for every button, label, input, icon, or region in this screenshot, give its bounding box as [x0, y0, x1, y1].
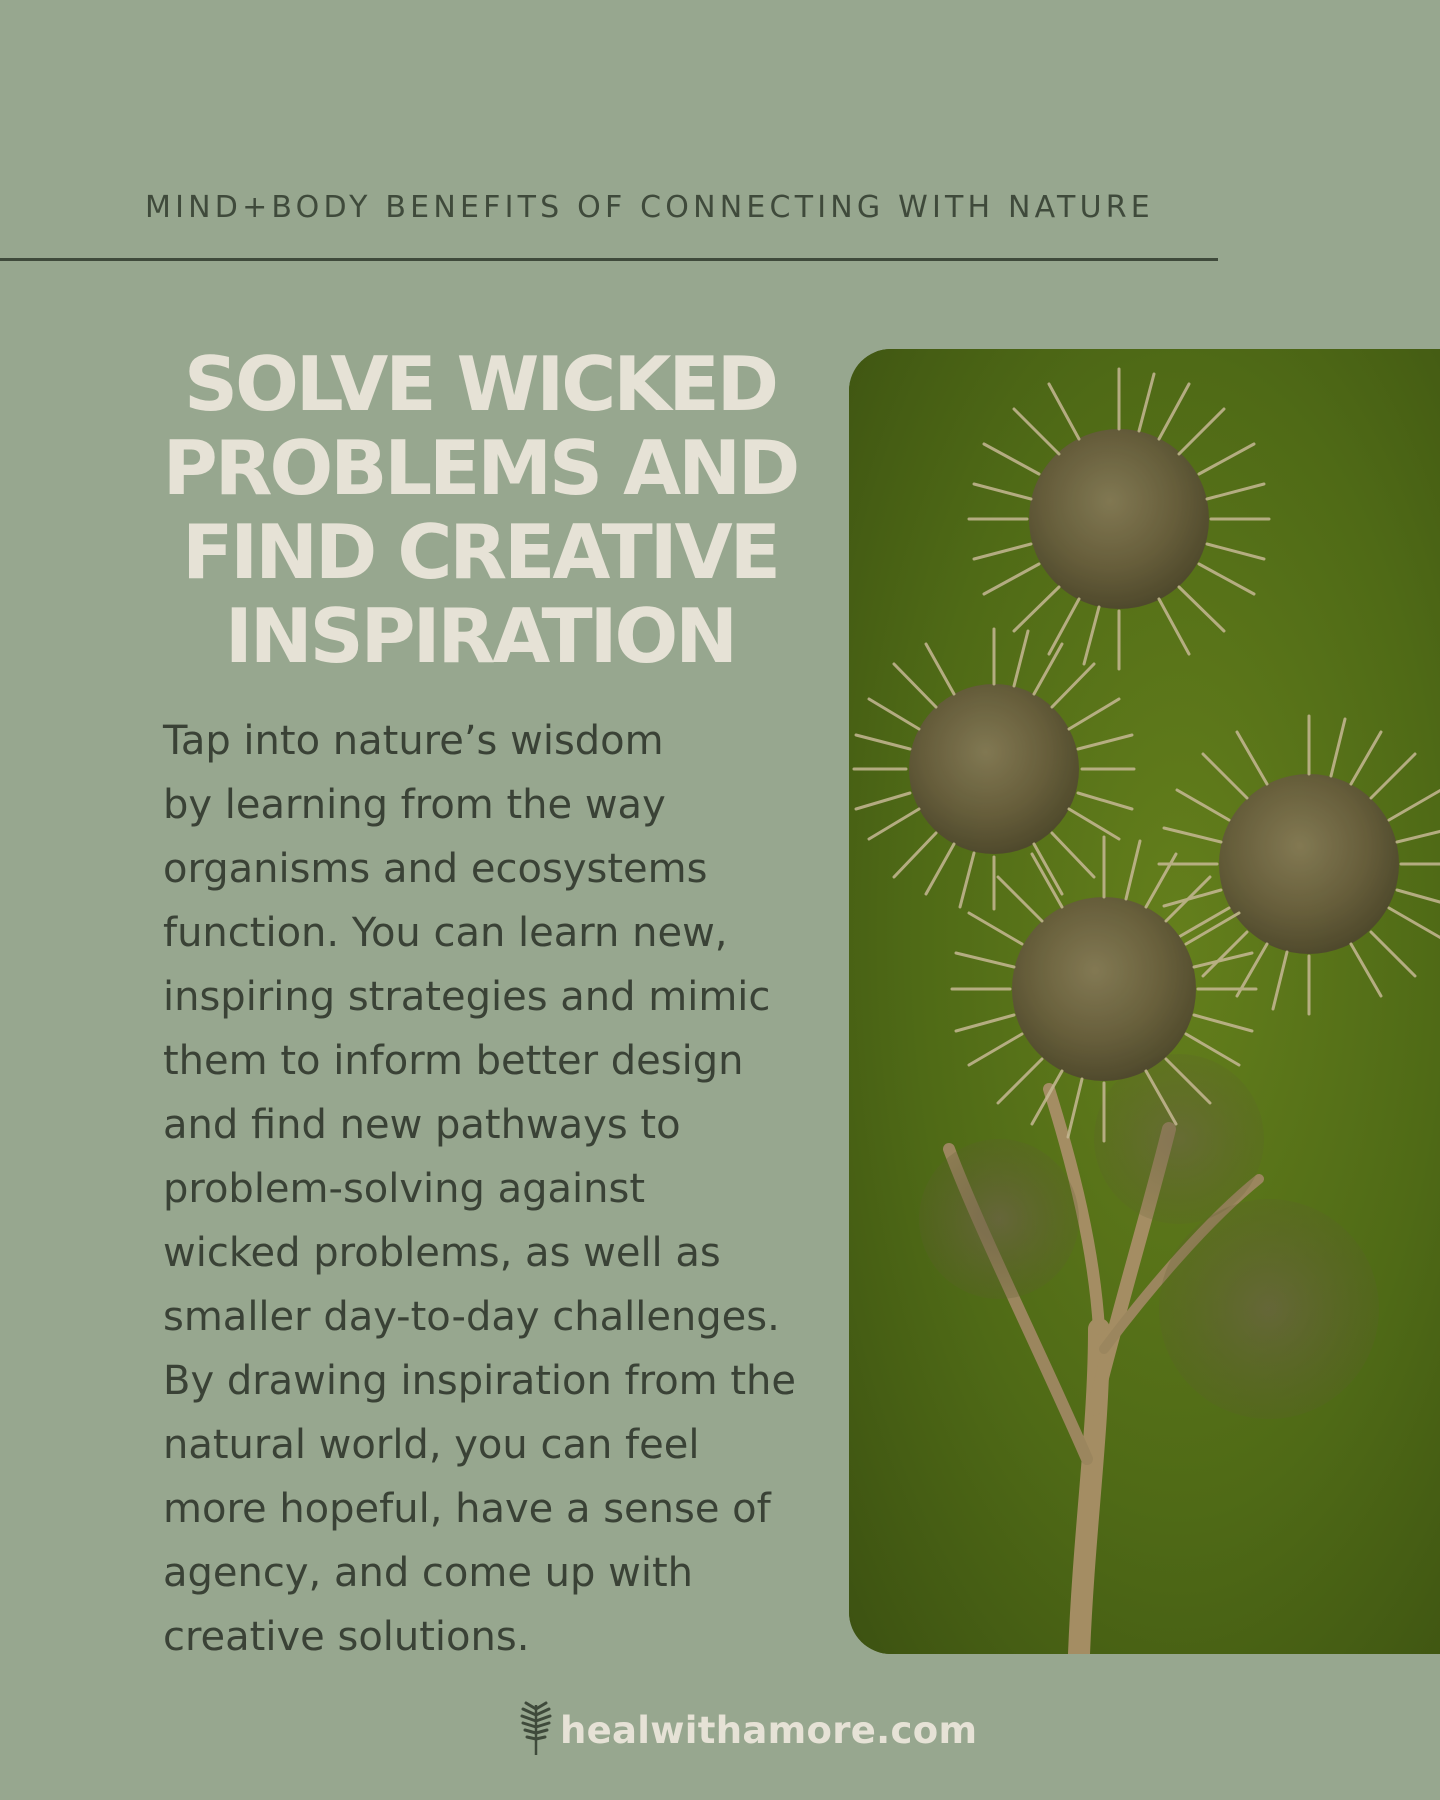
body-line: wicked problems, as well as — [163, 1230, 721, 1276]
fern-leaf-icon — [518, 1699, 554, 1762]
footer-brand — [518, 1700, 977, 1760]
headline — [130, 342, 830, 678]
headline-line: INSPIRATION — [224, 592, 736, 680]
burdock-illustration — [849, 349, 1440, 1654]
body-line: them to inform better design — [163, 1038, 744, 1084]
body-line: more hopeful, have a sense of — [163, 1486, 771, 1532]
headline-line: SOLVE WICKED — [184, 340, 776, 428]
headline-line: PROBLEMS AND — [162, 424, 798, 512]
body-line: problem-solving against — [163, 1166, 646, 1212]
body-line: by learning from the way — [163, 782, 666, 828]
divider-rule — [0, 258, 1218, 261]
body-line: By drawing inspiration from the — [163, 1358, 797, 1404]
eyebrow-title: MIND+BODY BENEFITS OF CONNECTING WITH NATURE — [145, 190, 1154, 225]
body-line: inspiring strategies and mimic — [163, 974, 771, 1020]
body-line: and find new pathways to — [163, 1102, 681, 1148]
body-line: organisms and ecosystems — [163, 846, 708, 892]
body-paragraph — [163, 709, 823, 1669]
burdock-photo — [849, 349, 1440, 1654]
headline-line: FIND CREATIVE — [182, 508, 778, 596]
body-line: Tap into nature’s wisdom — [163, 718, 664, 764]
body-line: creative solutions. — [163, 1614, 530, 1660]
body-line: smaller day-to-day challenges. — [163, 1294, 780, 1340]
body-line: natural world, you can feel — [163, 1422, 700, 1468]
body-line: function. You can learn new, — [163, 910, 728, 956]
body-line: agency, and come up with — [163, 1550, 693, 1596]
website-link[interactable]: healwithamore.com — [560, 1708, 978, 1752]
